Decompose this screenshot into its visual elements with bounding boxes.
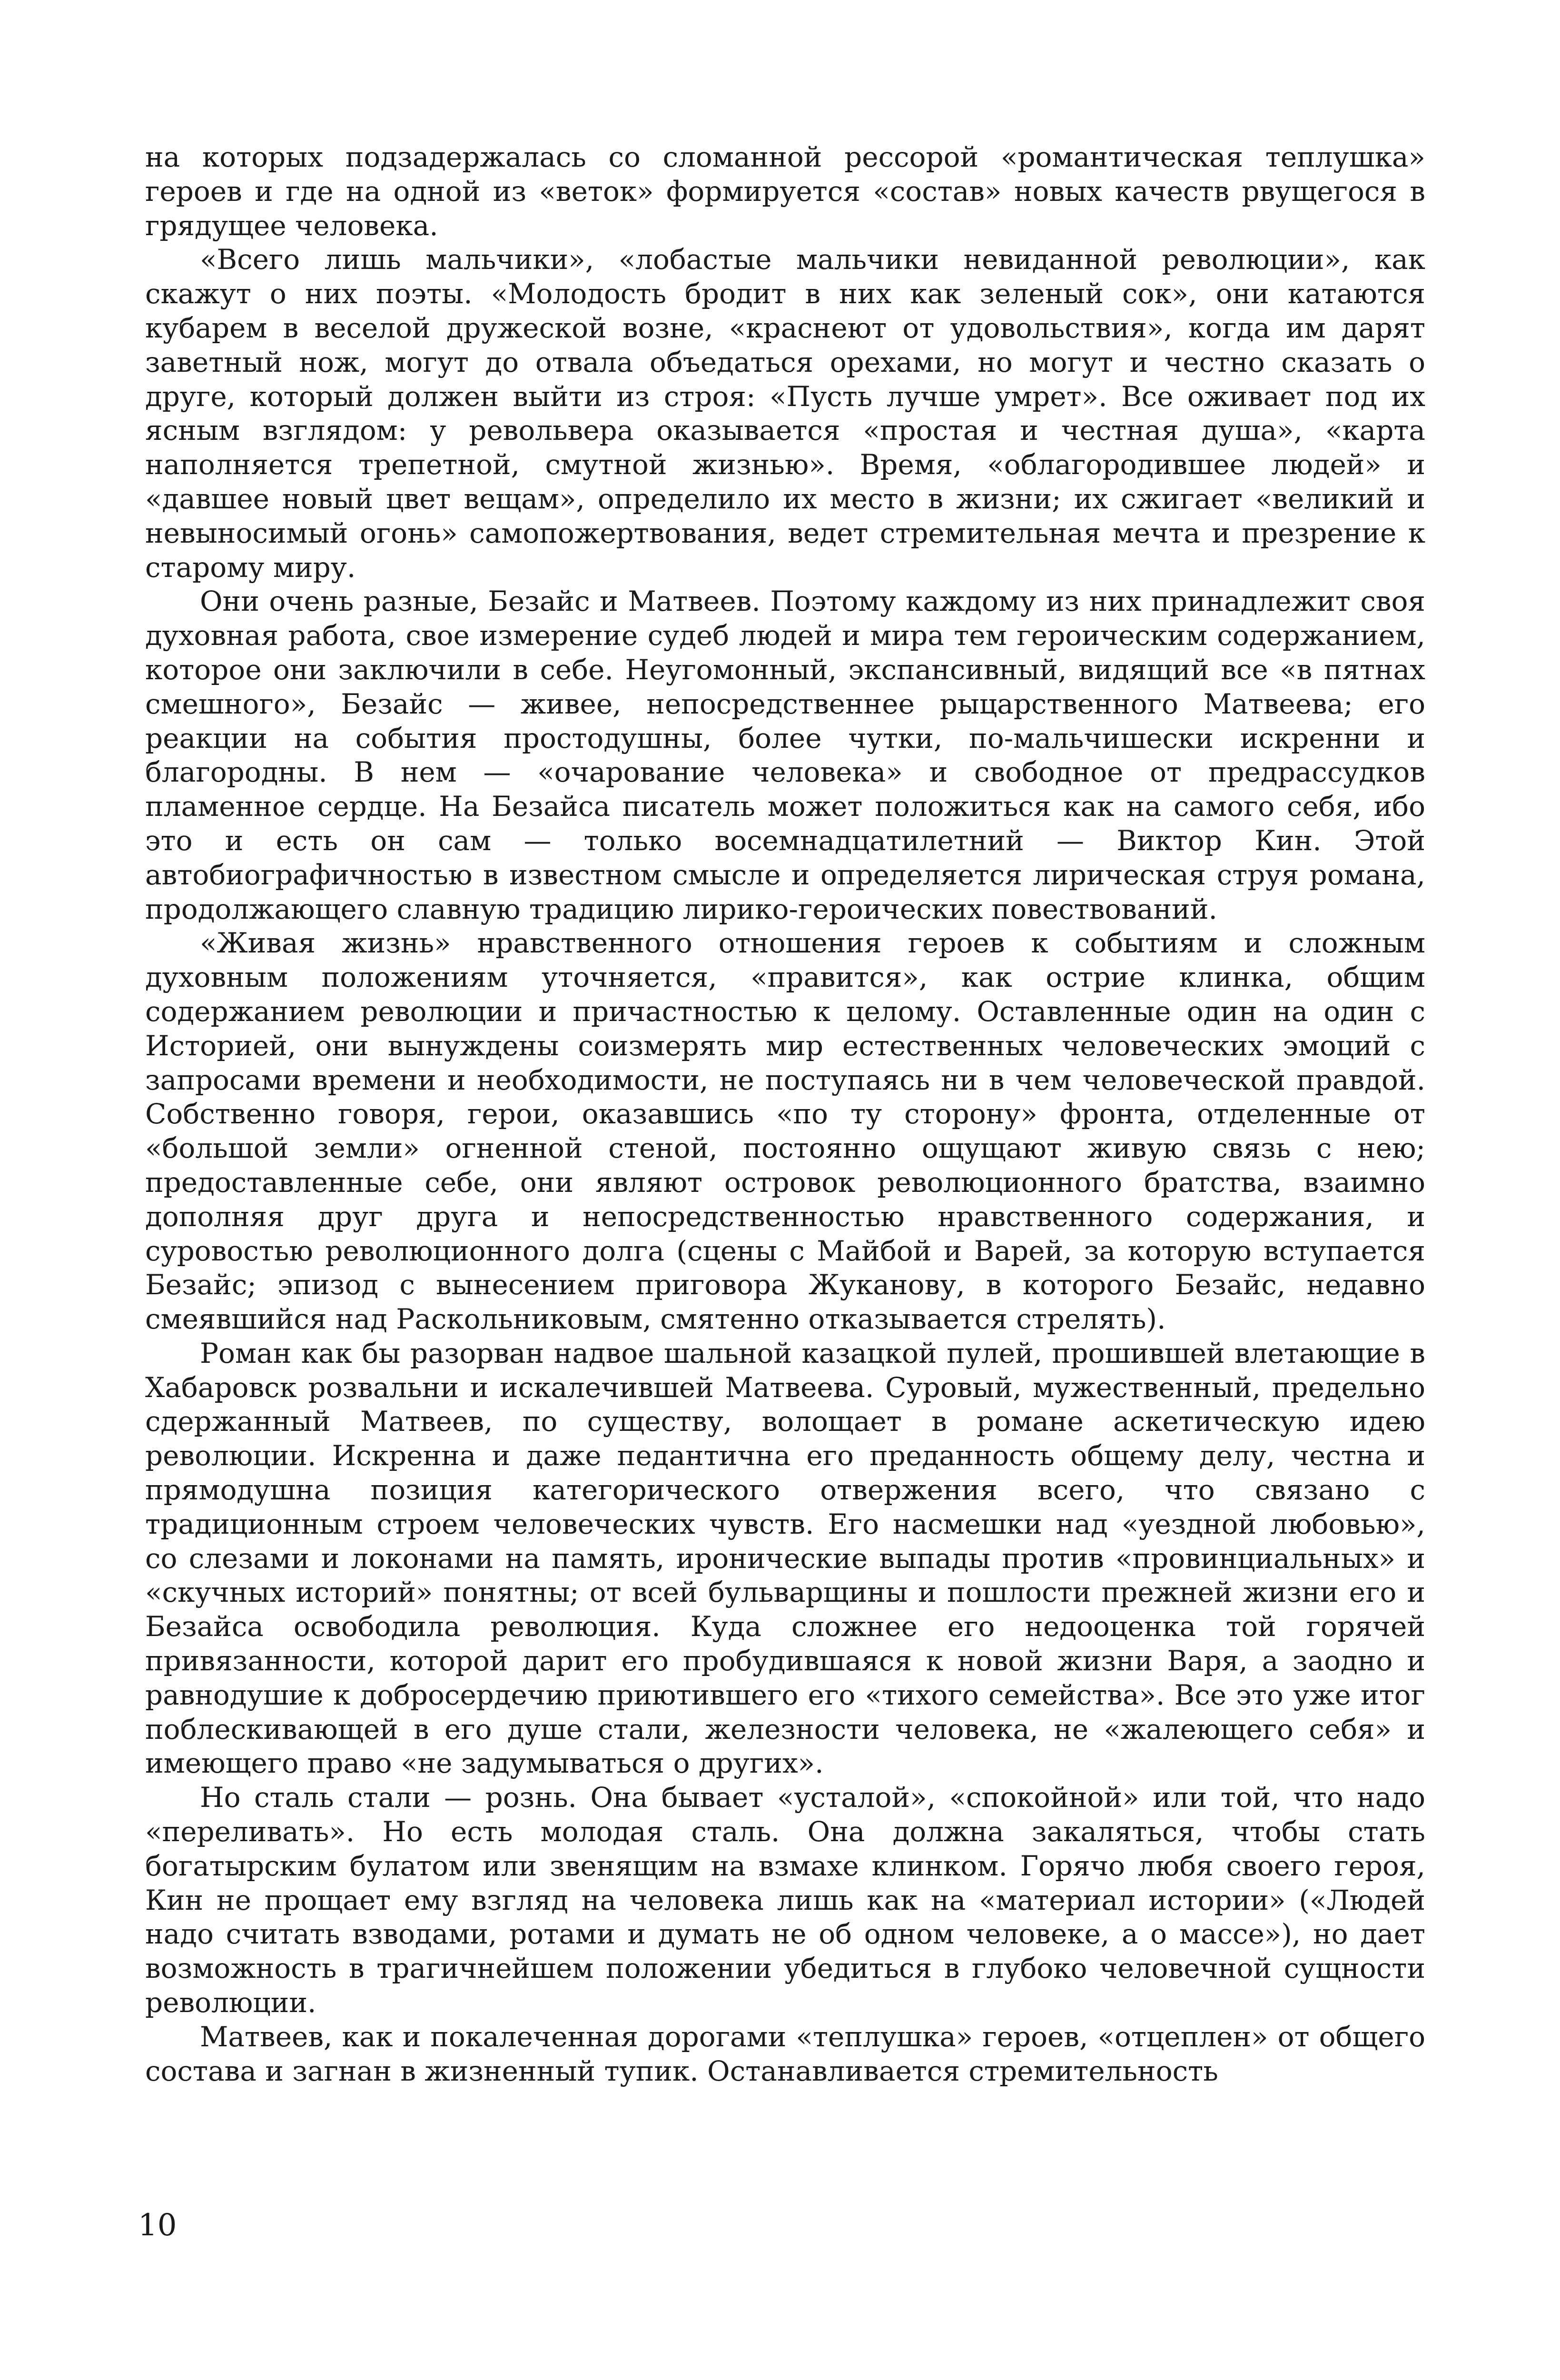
page-number: 10 xyxy=(138,2208,177,2243)
paragraph-continuation: на которых подзадержалась со сломанной рессорой «романтическая теплушка» героев и где на одной из «веток» формируется «состав» новых качеств рвущегося в грядущее человека. xyxy=(145,141,1425,242)
paragraph: «Живая жизнь» нравственного отношения героев к событиям и сложным духовным положениям уточняется, «правится», как острие клинка, общим содержанием революции и причастностью к целому. Оставленные один на один с Историей, они вынуждены соизмерять мир естественных человеческих эмоций с запросами времени и необходимости, не поступаясь ни в чем человеческой правдой. Собственно говоря, герои, оказавшись «по ту сторону» фронта, отделенные от «большой земли» огненной стеной, постоянно ощущают живую связь с нею; предоставленные себе, они являют островок революционного братства, взаимно дополняя друг друга и непосредственностью нравственного содержания, и суровостью революционного долга (сцены с Майбой и Варей, за которую вступается Безайс; эпизод с вынесением приговора Жуканову, в которого Безайс, недавно смеявшийся над Раскольниковым, смятенно отказывается стрелять). xyxy=(145,927,1425,1336)
paragraph: Матвеев, как и покалеченная дорогами «теплушка» героев, «отцеплен» от общего состава и загнан в жизненный тупик. Останавливается стремительность xyxy=(145,2020,1425,2087)
paragraph: Но сталь стали — рознь. Она бывает «усталой», «спокойной» или той, что надо «переливать». Но есть молодая сталь. Она должна закаляться, чтобы стать богатырским булатом или звенящим на взмахе клинком. Горячо любя своего героя, Кин не прощает ему взгляд на человека лишь как на «материал истории» («Людей надо считать взводами, ротами и думать не об одном человеке, а о массе»), но дает возможность в трагичнейшем положении убедиться в глубоко человечной сущности революции. xyxy=(145,1781,1425,2019)
paragraph: «Всего лишь мальчики», «лобастые мальчики невиданной революции», как скажут о них поэты. «Молодость бродит в них как зеленый сок», они катаются кубарем в веселой дружеской возне, «краснеют от удовольствия», когда им дарят заветный нож, могут до отвала объедаться орехами, но могут и честно сказать о друге, который должен выйти из строя: «Пусть лучше умрет». Все оживает под их ясным взглядом: у револьвера оказывается «простая и честная душа», «карта наполняется трепетной, смутной жизнью». Время, «облагородившее людей» и «давшее новый цвет вещам», определило их место в жизни; их сжигает «великий и невыносимый огонь» самопожертвования, ведет стремительная мечта и презрение к старому миру. xyxy=(145,243,1425,584)
body-text xyxy=(145,140,1425,2088)
paragraph: Они очень разные, Безайс и Матвеев. Поэтому каждому из них принадлежит своя духовная работа, свое измерение судеб людей и мира тем героическим содержанием, которое они заключили в себе. Неугомонный, экспансивный, видящий все «в пятнах смешного», Безайс — живее, непосредственнее рыцарственного Матвеева; его реакции на события простодушны, более чутки, по-мальчишески искренни и благородны. В нем — «очарование человека» и свободное от предрассудков пламенное сердце. На Безайса писатель может положиться как на самого себя, ибо это и есть он сам — только восемнадцатилетний — Виктор Кин. Этой автобиографичностью в известном смысле и определяется лирическая струя романа, продолжающего славную традицию лирико-героических повествований. xyxy=(145,585,1425,925)
paragraph: Роман как бы разорван надвое шальной казацкой пулей, прошившей влетающие в Хабаровск розвальни и искалечившей Матвеева. Суровый, мужественный, предельно сдержанный Матвеев, по существу, волощает в романе аскетическую идею революции. Искренна и даже педантична его преданность общему делу, честна и прямодушна позиция категорического отвержения всего, что связано с традиционным строем человеческих чувств. Его насмешки над «уездной любовью», со слезами и локонами на память, иронические выпады против «провинциальных» и «скучных историй» понятны; от всей бульварщины и пошлости прежней жизни его и Безайса освободила революция. Куда сложнее его недооценка той горячей привязанности, которой дарит его пробудившаяся к новой жизни Варя, а заодно и равнодушие к добросердечию приютившего его «тихого семейства». Все это уже итог поблескивающей в его душе стали, железности человека, не «жалеющего себя» и имеющего право «не задумываться о других». xyxy=(145,1337,1425,1780)
